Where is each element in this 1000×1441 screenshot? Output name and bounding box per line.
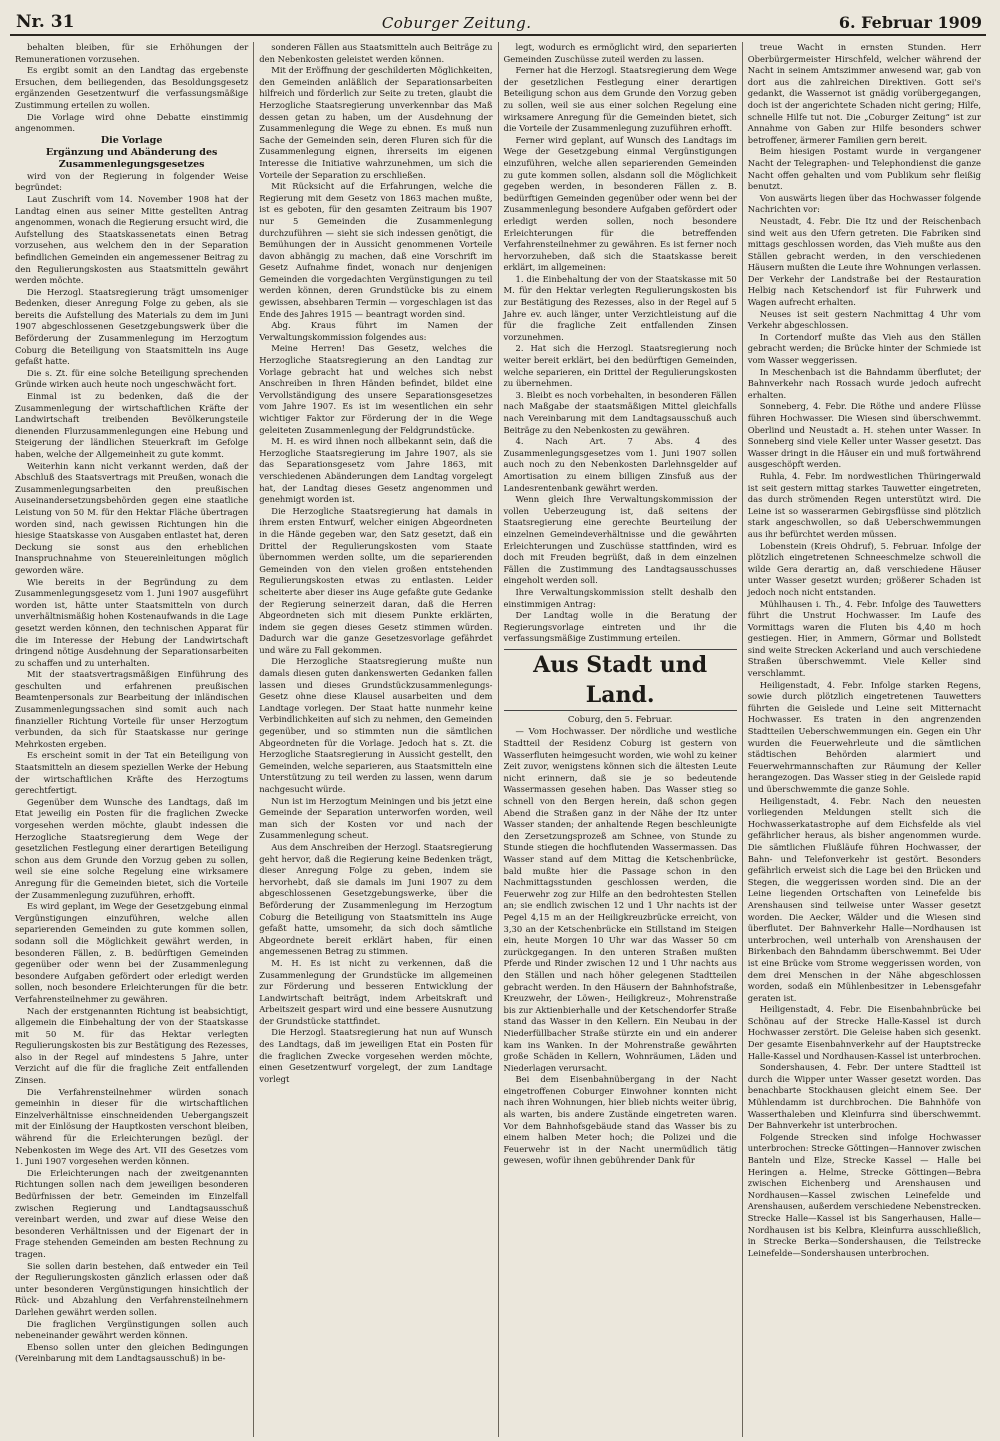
paragraph: Heiligenstadt, 4. Febr. Infolge starken Regens, sowie durch plötzlich eingetretenen Tauwetters führten die Geislede und Leine seit Mitternacht Hochwasser. Es traten in den angrenzenden Stadtteilen Ueberschwemmungen ein. Gegen ein Uhr wurden die Feuerwehrleute und die sämtlichen städtischen Behörden alarmiert und Feuerwehrmannschaften zur Räumung der Keller herangezogen. Das Wasser stieg in der Geislede rapid und überschwemmte die ganze Sohle. <box>747 679 981 794</box>
section-heading: Aus Stadt und Land. <box>504 649 737 711</box>
paragraph: Die Herzogliche Staatsregierung mußte nun damals diesen guten dankenswerten Gedanken fallen lassen und dieses Grundstückzusammenlegungs-Gesetz ohne diese Klausel ausarbeiten und dem Landtage vorlegen. Der Staat hatte nunmehr keine Verbindlichkeiten auf sich zu nehmen, den Gemeinden gegenüber, und so stimmten nun die sämtlichen Abgeordneten für die Vorlage. Jedoch hat s. Zt. die Herzogliche Staatsregierung in Aussicht gestellt, den Gemeinden, welche separieren, aus Staatsmitteln eine Unterstützung zu teil werden zu lassen, wenn darum nachgesucht würde. <box>259 656 493 794</box>
paragraph: In Meschenbach ist die Bahndamm überflutet; der Bahnverkehr nach Rossach wurde jedoch aufrecht erhalten. <box>747 366 981 400</box>
paragraph: Wie bereits in der Begründung zu dem Zusammenlegungsgesetz vom 1. Juni 1907 ausgeführt worden ist, hätte unter Staatsmitteln von durch unverhältnismäßig hohen Kostenaufwands in die Lage gesetzt werden können, den technischen Apparat für die im Interesse der Hebung der Landwirtschaft dringend nötige Ausdehnung der Separationsarbeiten zu schaffen und zu unterhalten. <box>15 576 249 668</box>
column-4 <box>743 42 986 1437</box>
paragraph: Gegenüber dem Wunsche des Landtags, daß im Etat jeweilig ein Posten für die fraglichen Zwecke vorgesehen werden möchte, glaubt indessen die Herzogliche Staatsregierung dem Wege der gesetzlichen Festlegung einer derartigen Beteiligung schon aus dem Grunde den Vorzug geben zu sollen, weil sie eine solche Regelung eine wirksamere Anregung für die Gemeinden bietet, sich die Vorteile der Zusammenlegung zuzuführen, erhofft. <box>15 796 249 900</box>
paragraph: Es erscheint somit in der Tat ein Beteiligung von Staatsmitteln an diesem speziellen Werke der Hebung der wirtschaftlichen Kräfte des Herzogtums gerechtfertigt. <box>15 750 249 796</box>
paragraph: Es wird geplant, im Wege der Gesetzgebung einmal Vergünstigungen einzuführen, welche allen separierenden Gemeinden zu gute kommen sollen, sodann soll die Möglichkeit gewährt werden, in besonderen Fällen, z. B. bedürftigen Gemeinden gegenüber oder wenn bei der Zusammenlegung besondere Aufgaben gefördert oder erledigt werden sollen, noch besondere Erleichterungen für die betr. Verfahrensteilnehmer zu gewähren. <box>15 901 249 1004</box>
column-1 <box>10 42 254 1437</box>
paragraph: — Vom Hochwasser. Der nördliche und westliche Stadtteil der Residenz Coburg ist gestern von Wasserfluten heimgesucht worden, wie wohl zu keiner Zeit zuvor, wenigstens können sich die ältesten Leute nicht erinnern, daß sie je so bedeutende Wassermassen gesehen haben. Das Wasser stieg so schnell von den Bergen herein, daß schon gegen Abend die Straßen ganz in der Nähe der Itz unter Wasser standen; der anhaltende Regen beschleunigte den Zersetzungsprozeß am Schnee, von Stunde zu Stunde stiegen die hochflutenden Wassermassen. Das Wasser stand auf dem Mittag die Ketschenbrücke, bald mußte hier die Passage schon in den Nachmittagsstunden geschlossen werden, die Feuerwehr zog zur Hilfe an den bedrohtesten Stellen an; sie endlich zwischen 12 und 1 Uhr nachts ist der Pegel 4,15 m an der Heiligkreuzbrücke erreicht, von 3,30 an der Ketschenbrücke ein Stillstand im Steigen ein, heute Morgen 10 Uhr war das Wasser 50 cm zurückgegangen. In den unteren Straßen mußten Pferde und Rinder zwischen 12 und 1 Uhr nachts aus den Ställen und nach höher gelegenen Stadtteilen gebracht werden. In den Häusern der Bahnhofstraße, Kreuzwehr, der Löwen-, Heiligkreuz-, Mohrenstraße bis zur Aktienbierhalle und der Ketschendorfer Straße stand das Wasser in den Kellern. Ein Neubau in der Niederfüllbacher Straße stürzte ein und ein anderer kam ins Wanken. In der Mohrenstraße gewährten große Schäden in Kellern, Wohnräumen, Läden und Niederlagen verursacht. <box>503 726 737 1073</box>
paragraph: sonderen Fällen aus Staatsmitteln auch Beiträge zu den Nebenkosten geleistet werden können. <box>259 42 493 64</box>
paragraph: Meine Herren! Das Gesetz, welches die Herzogliche Staatsregierung an den Landtag zur Vorlage gebracht hat und welches sich nebst Anschreiben in Ihren Händen befindet, bildet eine Vervollständigung des unsere Separationsgesetzes vom Jahre 1907. Es ist im wesentlichen ein sehr wichtiger Faktor zur Förderung der in die Wege geleiteten Zusammenlegung der Feldgrundstücke. <box>259 343 493 435</box>
paragraph: Die fraglichen Vergünstigungen sollen auch nebeneinander gewährt werden können. <box>15 1318 249 1341</box>
paragraph: Mit der Eröffnung der geschilderten Möglichkeiten, den Gemeinden anläßlich der Separationsarbeiten hilfreich und förderlich zur Seite zu treten, glaubt die Herzogliche Staatsregierung unverkennbar das Maß dessen getan zu haben, um der Ausdehnung der Zusammenlegung die Wege zu ebnen. Es muß nun Sache der Gemeinden sein, deren Fluren sich für die Zusammenlegung eignen, ihrerseits im eigenen Interesse die Initiative wahrzunehmen, um sich die Vorteile der Separation zu erschließen. <box>259 65 493 180</box>
newspaper-name: Coburger Zeitung. <box>381 14 532 32</box>
dateline: Coburg, den 5. Februar. <box>567 714 673 725</box>
paragraph: M. H. es wird ihnen noch allbekannt sein, daß die Herzogliche Staatsregierung im Jahre 1907, als sie das Separationsgesetz vom Jahre 1863, mit verschiedenen Abänderungen dem Landtag vorgelegt hat, der Landtag dieses Gesetz angenommen und genehmigt worden ist. <box>259 436 493 505</box>
paragraph: Abg. Kraus führt im Namen der Verwaltungskommission folgendes aus: <box>259 320 493 342</box>
issue-date: 6. Februar 1909 <box>838 13 982 32</box>
paragraph: treue Wacht in ernsten Stunden. Herr Oberbürgermeister Hirschfeld, welcher während der Nacht in seinem Amtszimmer anwesend war, gab von dort aus die zahlreichen Direktiven. Gott sei's gedankt, die Wassernot ist gnädig vorübergegangen, doch ist der angerichtete Schaden nicht gering; Hilfe, schnelle Hilfe tut not. Die „Coburger Zeitung“ ist zur Annahme von Gaben zur Hilfe besonders schwer betroffener, ärmerer Familien gern bereit. <box>747 42 981 145</box>
paragraph: Ferner hat die Herzogl. Staatsregierung dem Wege der gesetzlichen Festlegung einer derartigen Beteiligung schon aus dem Grunde den Vorzug geben zu sollen, weil sie aus einer solchen Regelung eine wirksamere Anregung für die Gemeinden bietet, sich die Vorteile der Zusammenlegung zuzuführen erhofft. <box>503 65 737 134</box>
paragraph: 2. Hat sich die Herzogl. Staatsregierung noch weiter bereit erklärt, bei den bedürftigen Gemeinden, welche separieren, ein Drittel der Regulierungskosten zu übernehmen. <box>503 343 737 389</box>
paragraph: Heiligenstadt, 4. Febr. Nach den neuesten vorliegenden Meldungen stellt sich die Hochwasserkatastrophe auf dem Eichsfelde als viel gefährlicher heraus, als bisher angenommen wurde. Die sämtlichen Flußläufe führen Hochwasser, der Bahn- und Telefonverkehr ist gestört. Besonders gefährlich erweist sich die Lage bei den Brücken und Stegen, die weggerissen worden sind. Die an der Leine liegenden Ortschaften von Leinefelde bis Arenshausen sind teilweise unter Wasser gesetzt worden. Die Aecker, Wälder und die Wiesen sind überflutet. Der Bahnverkehr Halle—Nordhausen ist unterbrochen, weil unterhalb von Arenshausen der Birkenbach den Bahndamm überschwemmt. Bei Uder ist eine Brücke vom Strome weggerissen worden, von dem drei Menschen in der Nähe abgeschlossen worden, sodaß ein Mühlenbesitzer in Lebensgefahr geraten ist. <box>747 795 981 1003</box>
paragraph: Folgende Strecken sind infolge Hochwasser unterbrochen: Strecke Göttingen—Hannover zwischen Banteln und Elze, Strecke Kassel — Halle bei Heringen a. Helme, Strecke Göttingen—Bebra zwischen Eichenberg und Arenshausen und Nordhausen—Kassel zwischen Leinefelde und Arenshausen, außerdem verschiedene Nebenstrecken. Strecke Halle—Kassel ist bis Sangerhausen, Halle—Nordhausen ist bis Kelbra, Kleinfurra ausschließlich, in Strecke Berka—Sondershausen, die Teilstrecke Leinefelde—Sondershausen unterbrochen. <box>747 1131 981 1258</box>
paragraph: M. H. Es ist nicht zu verkennen, daß die Zusammenlegung der Grundstücke im allgemeinen zur Förderung und besseren Entwicklung der Landwirtschaft beiträgt, indem Arbeitskraft und Arbeitszeit gespart wird und eine bessere Ausnutzung der Grundstücke stattfindet. <box>259 957 493 1026</box>
paragraph: Bei dem Eisenbahnübergang in der Nacht eingetroffenen Coburger Einwohner konnten nicht nach ihren Wohnungen, hier blieb nichts weiter übrig, als warten, bis andere Zustände eingetreten waren. Vor dem Bahnhofsgebäude stand das Wasser bis zu einem halben Meter hoch; die Polizei und die Feuerwehr ist in der Nacht unermüdlich tätig gewesen, wofür ihnen gebührender Dank für <box>503 1074 737 1166</box>
paragraph: Die Vorlage wird ohne Debatte einstimmig angenommen. <box>15 111 249 134</box>
issue-number: Nr. 31 <box>16 12 75 32</box>
column-3 <box>499 42 743 1437</box>
paragraph: Von auswärts liegen über das Hochwasser folgende Nachrichten vor: <box>747 192 981 215</box>
paragraph: Die Herzogl. Staatsregierung trägt umsomeniger Bedenken, dieser Anregung Folge zu geben, als sie bereits die Aufstellung des Materials zu dem im Juni 1907 abgeschlossenen Gesetzgebungswerk über die Beförderung der Zusammenlegung im Herzogtum Coburg die Beteiligung von Staatsmitteln ins Auge gefaßt hatte. <box>15 286 249 367</box>
paragraph: Die Erleichterungen nach der zweitgenannten Richtungen sollen nach dem jeweiligen besonderen Bedürfnissen der betr. Gemeinden im Einzelfall zwischen Regierung und Landtagsausschuß vereinbart werden, und zwar auf diese Weise den besonderen Verhältnissen und der Eigenart der in Frage stehenden Gemeinden am besten Rechnung zu tragen. <box>15 1167 249 1259</box>
paragraph: Einmal ist zu bedenken, daß die der Zusammenlegung der wirtschaftlichen Kräfte der Landwirtschaft treibenden Bevölkerungsteile dienenden Flurzusammenlegungen eine Hebung und Steigerung der ländlichen Steuerkraft im Gefolge haben, welche der Allgemeinheit zu gute kommt. <box>15 391 249 459</box>
paragraph: Es ergibt somit an den Landtag das ergebenste Ersuchen, dem beiliegenden, das Besoldungsgesetz ergänzenden Gesetzentwurf die verfassungsmäßige Zustimmung erteilen zu wollen. <box>15 65 249 110</box>
paragraph: Sonneberg, 4. Febr. Die Röthe und andere Flüsse führen Hochwasser. Die Wiesen sind überschwemmt. Oberlind und Neustadt a. H. stehen unter Wasser. In Sonneberg sind viele Keller unter Wasser gesetzt. Das Wasser dringt in die Häuser ein und muß fortwährend ausgeschöpft werden. <box>747 401 981 470</box>
column-2 <box>254 42 498 1437</box>
paragraph: Nun ist im Herzogtum Meiningen und bis jetzt eine Gemeinde der Separation unterworfen worden, weil man sich der Kosten vor und nach der Zusammenlegung scheut. <box>259 795 493 841</box>
paragraph: Ruhla, 4. Febr. Im nordwestlichen Thüringerwald ist seit gestern mittag starkes Tauwetter eingetreten, das durch strömenden Regen unterstützt wird. Die Leine ist so wasserarmen Gebirgsflüsse sind plötzlich stark angeschwollen, so daß Ueberschwemmungen aus ihr befürchtet werden müssen. <box>747 470 981 539</box>
paragraph: 4. Nach Art. 7 Abs. 4 des Zusammenlegungsgesetzes vom 1. Juni 1907 sollen auch noch zu den Nebenkosten Darlehnsgelder auf Amortisation zu einem billigen Zinsfuß aus der Landesrentenbank gewährt werden. <box>503 436 737 493</box>
masthead <box>10 6 986 36</box>
paragraph: Weiterhin kann nicht verkannt werden, daß der Abschluß des Staatsvertrags mit Preußen, wonach die Zusammenlegungsarbeiten den preußischen Auseinandersetzungsbehörden gegen eine staatliche Leistung von 50 M. für den Hektar Fläche übertragen worden sind, nach gewissen Richtungen hin die hiesige Staatskasse von Ausgaben entlastet hat, deren Deckung sie sonst aus den erheblichen Inanspruchnahme von Steuereinleitungen möglich geworden wäre. <box>15 460 249 575</box>
paragraph: Beim hiesigen Postamt wurde in vergangener Nacht der Telegraphen- und Telephondienst die ganze Nacht offen gehalten und vom Publikum sehr fleißig benutzt. <box>747 146 981 192</box>
paragraph: Heiligenstadt, 4. Febr. Die Eisenbahnbrücke bei Schönau auf der Strecke Halle-Kassel ist durch Hochwasser zerstört. Die Geleise haben sich gesenkt. Der gesamte Eisenbahnverkehr auf der Hauptstrecke Halle-Kassel und Nordhausen-Kassel ist unterbrochen. <box>747 1004 981 1061</box>
paragraph: Neustadt, 4. Febr. Die Itz und der Reischenbach sind weit aus den Ufern getreten. Die Fabriken sind mittags geschlossen worden, das Vieh mußte aus den Ställen gebracht werden, in den verschiedenen Häusern mußten die Leute ihre Wohnungen verlassen. Der Verkehr der Landstraße bei der Restauration Helbig nach Ketschendorf ist für Fuhrwerk und Wagen aufrecht erhalten. <box>747 215 981 308</box>
paragraph: Mit Rücksicht auf die Erfahrungen, welche die Regierung mit dem Gesetz von 1863 machen mußte, ist es geboten, für den gesamten Zeitraum bis 1907 nur 5 Gemeinden die Zusammenlegung durchzuführen — sieht sie sich indessen genötigt, die Bemühungen der in Aussicht genommenen Vorteile davon abhängig zu machen, daß eine Vorschrift im Gesetz Aufnahme findet, wonach nur denjenigen Gemeinden die vorgedachten Vergünstigungen zu teil werden können, deren Grundstücke bis zu einem gewissen, absehbaren Termin — vorgeschlagen ist das Ende des Jahres 1915 — beantragt worden sind. <box>259 181 493 319</box>
article-heading: Ergänzung und Abänderung des Zusammenlegungsgesetzes <box>45 146 218 170</box>
paragraph: 3. Bleibt es noch vorbehalten, in besonderen Fällen nach Maßgabe der staatsmäßigen Mittel gleichfalls nach Vereinbarung mit dem Landtagsausschuß auch Beiträge zu den Nebenkosten zu gewähren. <box>503 389 737 435</box>
paragraph: Ebenso sollen unter den gleichen Bedingungen (Vereinbarung mit dem Landtagsausschuß) in be- <box>15 1341 249 1364</box>
paragraph: Die s. Zt. für eine solche Beteiligung sprechenden Gründe wirken auch heute noch ungeschwächt fort. <box>15 367 249 390</box>
paragraph: legt, wodurch es ermöglicht wird, den separierten Gemeinden Zuschüsse zuteil werden zu lassen. <box>503 42 737 64</box>
paragraph: Die Herzogliche Staatsregierung hat damals in ihrem ersten Entwurf, welcher einigen Abgeordneten in die Hände gegeben war, den Satz gesetzt, daß ein Drittel der Regulierungskosten vom Staate übernommen werden sollte, um die separierenden Gemeinden von den vielen großen entstehenden Regulierungskosten etwas zu entlasten. Leider scheiterte aber dieser ins Auge gefaßte gute Gedanke der Regierung seinerzeit daran, daß die Herren Abgeordneten sich mit diesem Punkte erklärten, indem sie gegen dieses Gesetz stimmen würden. Dadurch war die ganze Gesetzesvorlage gefährdet und wäre zu Fall gekommen. <box>259 505 493 655</box>
paragraph: Neuses ist seit gestern Nachmittag 4 Uhr vom Verkehr abgeschlossen. <box>747 308 981 331</box>
text-columns <box>10 42 986 1437</box>
paragraph: behalten bleiben, für sie Erhöhungen der Remunerationen vorzusehen. <box>15 42 249 64</box>
paragraph: Ihre Verwaltungskommission stellt deshalb den einstimmigen Antrag: <box>503 586 737 609</box>
paragraph: Wenn gleich Ihre Verwaltungskommission der vollen Ueberzeugung ist, daß seitens der Staatsregierung eine gerechte Beurteilung der einzelnen Gemeindeverhältnisse und die gewährten Erleichterungen und Zuschüsse stattfinden, wird es doch mit Freuden begrüßt, daß in dem einzelnen Fällen die Zustimmung des Landtagsausschusses eingeholt werden soll. <box>503 494 737 586</box>
paragraph: Nach der erstgenannten Richtung ist beabsichtigt, allgemein die Einbehaltung der von der Staatskasse mit 50 M. für das Hektar verlegten Regulierungskosten bis zur Bestätigung des Rezesses, also in der Regel auf mindestens 5 Jahre, unter Verzicht auf die für die fragliche Zeit entfallenden Zinsen. <box>15 1005 249 1086</box>
paragraph: wird von der Regierung in folgender Weise begründet: <box>15 170 249 193</box>
paragraph: Die Herzogl. Staatsregierung hat nun auf Wunsch des Landtags, daß im jeweiligen Etat ein Posten für die fraglichen Zwecke vorgesehen werden möchte, einen Gesetzentwurf vorgelegt, der zum Landtage vorlegt <box>259 1027 493 1084</box>
paragraph: Die Verfahrensteilnehmer würden sonach gemeinhin in dieser für die wirtschaftlichen Einzelverhältnisse einschneidenden Uebergangszeit mit der Einlösung der Hauptkosten verschont bleiben, während für die Erleichterungen bezügl. der Nebenkosten im Wege des Art. VII des Gesetzes vom 1. Juni 1907 vorgesehen werden können. <box>15 1086 249 1167</box>
paragraph: Lobenstein (Kreis Ohdruf), 5. Februar. Infolge der plötzlich eingetretenen Schneeschmelze schwoll die wilde Gera derartig an, daß verschiedene Häuser unter Wasser gesetzt wurden; größerer Schaden ist jedoch noch nicht entstanden. <box>747 540 981 597</box>
paragraph: Der Landtag wolle in die Beratung der Regierungsvorlage eintreten und ihr die verfassungsmäßige Zustimmung erteilen. <box>503 610 737 644</box>
paragraph: Ferner wird geplant, auf Wunsch des Landtags im Wege der Gesetzgebung einmal Vergünstigungen einzuführen, welche allen separierenden Gemeinden zu gute kommen sollen, alsdann soll die Möglichkeit gegeben werden, in besonderen Fällen z. B. bedürftigen Gemeinden gegenüber oder wenn bei der Zusammenlegung besondere Aufgaben gefördert oder erledigt werden sollen, noch besondere Erleichterungen für die betreffenden Verfahrensteilnehmer zu gewähren. Es ist ferner noch hervorzuheben, daß sich die Staatskasse bereit erklärt, im allgemeinen: <box>503 134 737 273</box>
paragraph: Sie sollen darin bestehen, daß entweder ein Teil der Regulierungskosten gänzlich erlassen oder daß unter besonderen Vergünstigungen hinsichtlich der Rück- und Abzahlung den Verfahrensteilnehmern Darlehen gewährt werden sollen. <box>15 1260 249 1317</box>
paragraph: 1. die Einbehaltung der von der Staatskasse mit 50 M. für den Hektar verlegten Regulierungskosten bis zur Bestätigung des Rezesses, also in der Regel auf 5 Jahre ev. auch länger, unter Verzichtleistung auf die für die fragliche Zeit entfallenden Zinsen vorzunehmen. <box>503 273 737 342</box>
paragraph: Sondershausen, 4. Febr. Der untere Stadtteil ist durch die Wipper unter Wasser gesetzt worden. Das benachbarte Stockhausen gleicht einem See. Der Mühlendamm ist durchbrochen. Die Bahnhöfe von Wasserthaleben und Kleinfurra sind überschwemmt. Der Bahnverkehr ist unterbrochen. <box>747 1062 981 1131</box>
paragraph: In Cortendorf mußte das Vieh aus den Ställen gebracht werden; die Brücke hinter der Schmiede ist vom Wasser weggerissen. <box>747 331 981 366</box>
article-heading: Die Vorlage <box>100 134 163 146</box>
paragraph: Laut Zuschrift vom 14. November 1908 hat der Landtag einen aus seiner Mitte gestellten Antrag angenommen, wonach die Regierung ersucht wird, die Aufstellung des Staatskassenetats einen Betrag vorzusehen, aus welchem den in der Separation befindlichen Gemeinden ein angemessener Beitrag zu den Regulierungskosten aus Staatsmitteln gewährt werden möchte. <box>15 193 249 286</box>
paragraph: Mit der staatsvertragsmäßigen Einführung des geschulten und erfahrenen preußischen Beamtenpersonals zur Bearbeitung der inländischen Zusammenlegungssachen sind somit auch nach finanzieller Richtung Vorteile für unser Herzogtum verbunden, da sich für Staatskasse nur geringe Mehrkosten ergeben. <box>15 669 249 749</box>
paragraph: Mühlhausen i. Th., 4. Febr. Infolge des Tauwetters führt die Unstrut Hochwasser. Im Laufe des Vormittags waren die Fluten bis 4,40 m hoch gestiegen. Hier, in Ammern, Görmar und Bollstedt sind weite Strecken Ackerland und auch verschiedene Straßen überschwemmt. Viele Keller sind verschlammt. <box>747 598 981 679</box>
paragraph: Aus dem Anschreiben der Herzogl. Staatsregierung geht hervor, daß die Regierung keine Bedenken trägt, dieser Anregung Folge zu geben, indem sie hervorhebt, daß sie damals im Juni 1907 zu dem abgeschlossenen Gesetzgebungswerke, über die Beförderung der Zusammenlegung im Herzogtum Coburg die Beteiligung von Staatsmitteln ins Auge gefaßt hatte, umsomehr, da sich doch sämtliche Abgeordnete bereit erklärt haben, für einen angemessenen Betrag zu stimmen. <box>259 841 493 957</box>
